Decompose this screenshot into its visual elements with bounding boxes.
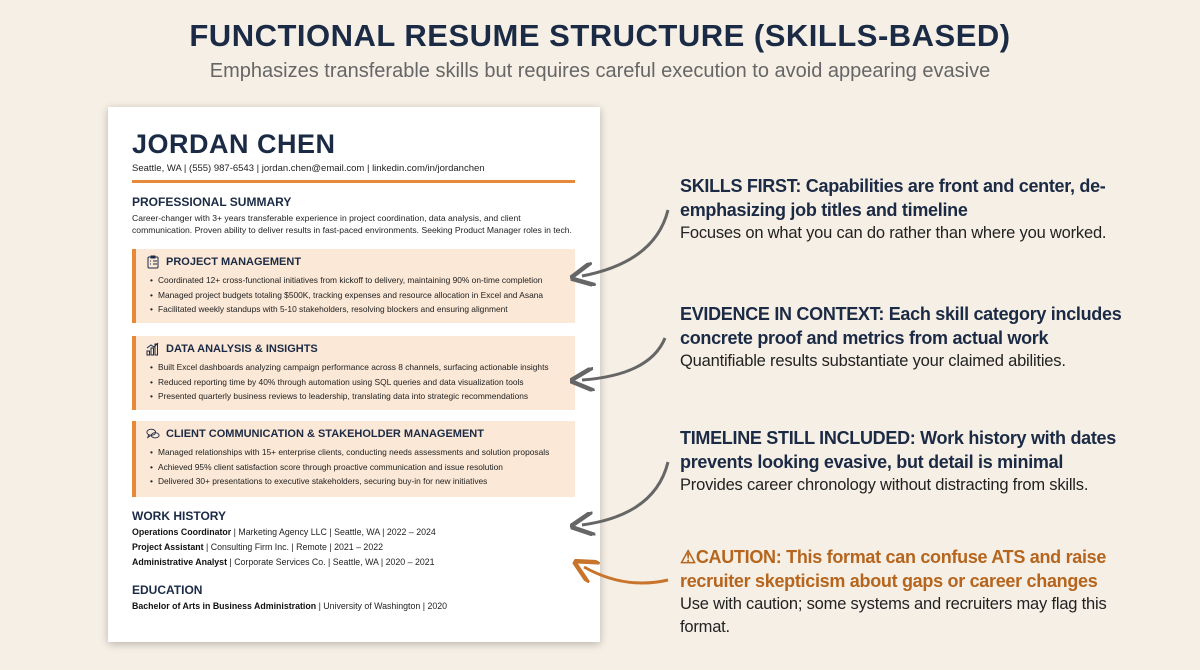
skill-heading: DATA ANALYSIS & INSIGHTS	[166, 343, 318, 355]
bullet: • Achieved 95% client satisfaction score through proactive communication and issue resolution	[146, 460, 575, 475]
work-row: Operations Coordinator | Marketing Agency LLC | Seattle, WA | 2022 – 2024	[132, 527, 436, 537]
annotation-timeline: TIMELINE STILL INCLUDED: Work history with dates prevents looking evasive, but detail is minimal Provides career chronology without distracting from skills.	[680, 428, 1116, 494]
resume-contact: Seattle, WA | (555) 987-6543 | jordan.chen@email.com | linkedin.com/in/jordanchen	[132, 163, 485, 174]
bullet: • Reduced reporting time by 40% through automation using SQL queries and data visualization tools	[146, 375, 575, 390]
bullet: • Coordinated 12+ cross-functional initiatives from kickoff to delivery, maintaining 90% on-time completion	[146, 273, 575, 288]
resume-document	[108, 107, 600, 642]
work-row: Administrative Analyst | Corporate Services Co. | Seattle, WA | 2020 – 2021	[132, 557, 435, 567]
annotation-evidence: EVIDENCE IN CONTEXT: Each skill category includes concrete proof and metrics from actual work Quantifiable results substantiate your claimed abilities.	[680, 304, 1122, 370]
summary-text: Career-changer with 3+ years transferable experience in project coordination, data analysis, and client communication. Proven ability to deliver results in fast-paced environments. Seeking Product Manager roles in tech.	[132, 213, 572, 235]
bullet: • Facilitated weekly standups with 5-10 stakeholders, resolving blockers and ensuring alignment	[146, 302, 575, 317]
chat-bubbles-icon	[146, 427, 160, 441]
work-history-heading: WORK HISTORY	[132, 509, 227, 523]
page-title: FUNCTIONAL RESUME STRUCTURE (SKILLS-BASED)	[189, 18, 1011, 53]
bullet: • Presented quarterly business reviews to leadership, translating data into strategic recommendations	[146, 389, 575, 404]
education-heading: EDUCATION	[132, 583, 203, 597]
annotation-caution: ⚠CAUTION: This format can confuse ATS and raise recruiter skepticism about gaps or career changes Use with caution; some systems and recruiters may flag this format.	[680, 547, 1107, 636]
skill-heading: PROJECT MANAGEMENT	[166, 256, 302, 268]
skill-box-client-communication	[132, 421, 575, 497]
bar-chart-icon	[146, 342, 160, 356]
skill-box-project-management	[132, 249, 575, 323]
skill-heading: CLIENT COMMUNICATION & STAKEHOLDER MANAGEMENT	[166, 428, 484, 440]
page-subtitle: Emphasizes transferable skills but requires careful execution to avoid appearing evasive	[209, 60, 991, 82]
resume-name: JORDAN CHEN	[132, 129, 336, 159]
bullet: • Built Excel dashboards analyzing campaign performance across 8 channels, surfacing actionable insights	[146, 360, 575, 375]
bullet: • Delivered 30+ presentations to executive stakeholders, securing buy-in for new initiatives	[146, 474, 575, 489]
clipboard-icon	[146, 255, 160, 269]
bullet: • Managed project budgets totaling $500K, tracking expenses and resource allocation in Excel and Asana	[146, 288, 575, 303]
work-row: Project Assistant | Consulting Firm Inc. | Remote | 2021 – 2022	[132, 542, 384, 552]
skill-box-data-analysis	[132, 336, 575, 410]
divider	[132, 180, 575, 183]
annotation-skills-first: SKILLS FIRST: Capabilities are front and center, de-emphasizing job titles and timeline Focuses on what you can do rather than where you worked.	[680, 176, 1107, 242]
bullet: • Managed relationships with 15+ enterprise clients, conducting needs assessments and solution proposals	[146, 445, 575, 460]
summary-heading: PROFESSIONAL SUMMARY	[132, 195, 292, 209]
education-row: Bachelor of Arts in Business Administration | University of Washington | 2020	[132, 601, 448, 611]
